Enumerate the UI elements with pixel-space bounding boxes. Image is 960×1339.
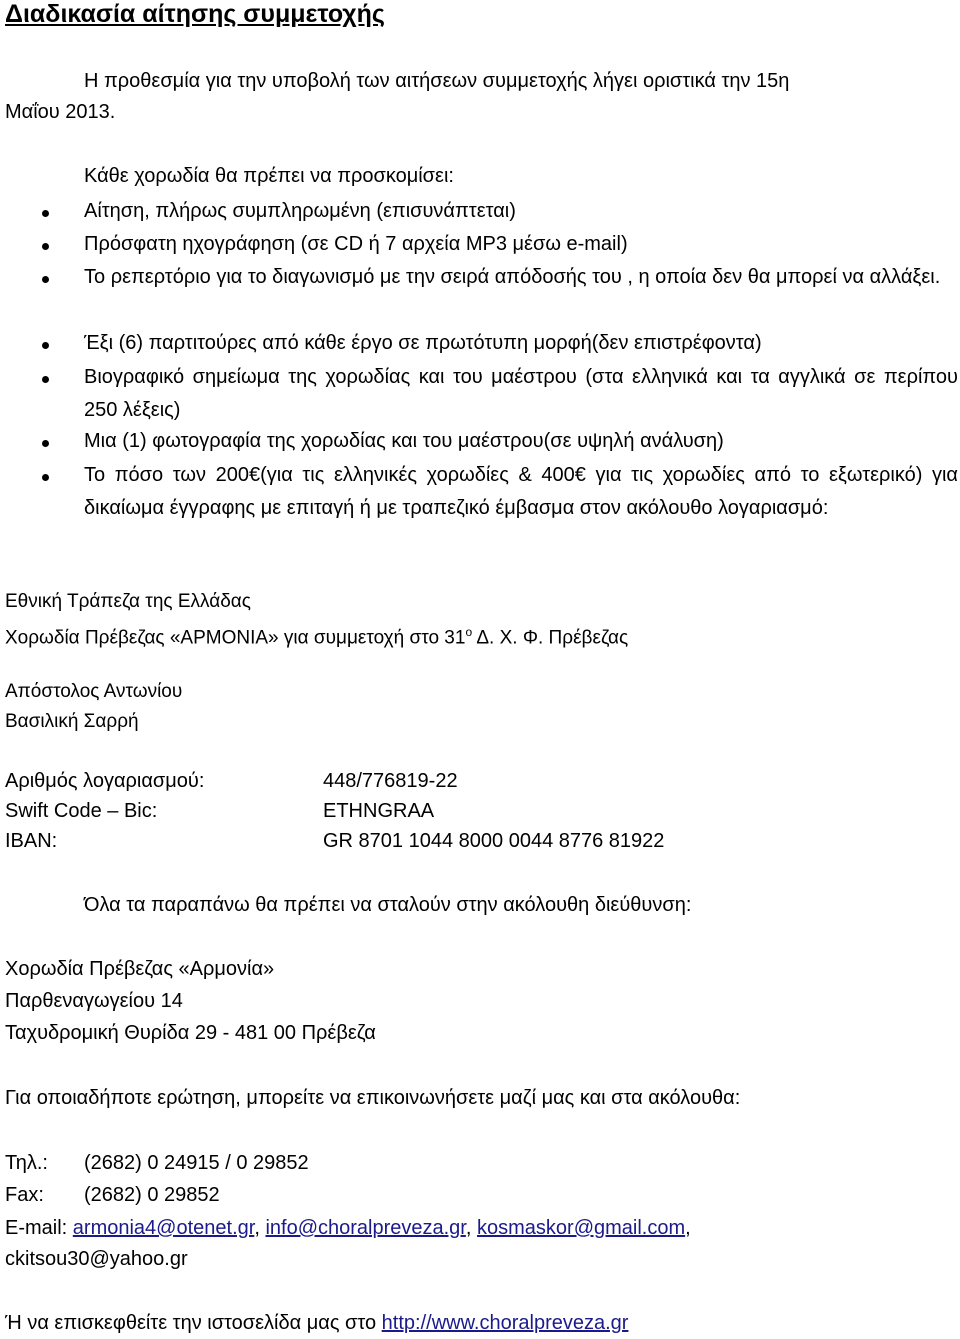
email-link[interactable]: kosmaskor@gmail.com xyxy=(477,1217,686,1239)
send-note: Όλα τα παραπάνω θα πρέπει να σταλούν στην ακόλουθη διεύθυνση: xyxy=(84,894,692,916)
account-holder: Βασιλική Σαρρή xyxy=(5,711,139,732)
iban-value: GR 8701 1044 8000 0044 8776 81922 xyxy=(323,830,665,852)
deadline-line-2: Μαΐου 2013. xyxy=(5,101,116,123)
bullet-dot xyxy=(42,210,49,217)
email-link[interactable]: info@choralpreveza.gr xyxy=(265,1217,466,1239)
website-line xyxy=(5,1308,628,1338)
requirement-item: Πρόσφατη ηχογράφηση (σε CD ή 7 αρχεία MP3 μέσω e-mail) xyxy=(84,233,628,255)
account-holder: Απόστολος Αντωνίου xyxy=(5,681,183,702)
email-label: E-mail: xyxy=(5,1217,68,1239)
bullet-dot xyxy=(42,376,49,383)
ordinal-sup: ο xyxy=(465,625,473,639)
bullet-dot xyxy=(42,342,49,349)
bullet-dot xyxy=(42,474,49,481)
website-link[interactable]: http://www.choralpreveza.gr xyxy=(381,1312,629,1334)
account-purpose xyxy=(5,617,628,653)
address-line: Ταχυδρομική Θυρίδα 29 - 481 00 Πρέβεζα xyxy=(5,1022,376,1044)
bullet-dot xyxy=(42,440,49,447)
email-last: ckitsou30@yahoo.gr xyxy=(5,1248,188,1270)
page-title: Διαδικασία αίτησης συμμετοχής xyxy=(5,0,385,28)
website-prefix: Ή να επισκεφθείτε την ιστοσελίδα μας στο xyxy=(5,1312,382,1334)
swift-label: Swift Code – Bic: xyxy=(5,800,158,822)
fax-label: Fax: xyxy=(5,1184,44,1206)
account-purpose-suffix: Δ. Χ. Φ. Πρέβεζας xyxy=(472,627,629,649)
requirements-intro: Κάθε χορωδία θα πρέπει να προσκομίσει: xyxy=(84,165,454,187)
email-link[interactable]: armonia4@otenet.gr xyxy=(72,1217,255,1239)
tel-label: Τηλ.: xyxy=(5,1152,48,1174)
bullet-dot xyxy=(42,243,49,250)
email-sep: , xyxy=(254,1217,266,1239)
bank-name: Εθνική Τράπεζα της Ελλάδας xyxy=(5,591,251,612)
email-sep: , xyxy=(465,1217,477,1239)
bullet-dot xyxy=(42,276,49,283)
requirement-item: Αίτηση, πλήρως συμπληρωμένη (επισυνάπτεται) xyxy=(84,200,516,222)
address-line: Χορωδία Πρέβεζας «Αρμονία» xyxy=(5,958,275,980)
contact-intro: Για οποιαδήποτε ερώτηση, μπορείτε να επικοινωνήσετε μαζί μας και στα ακόλουθα: xyxy=(5,1087,741,1109)
requirement-item: Έξι (6) παρτιτούρες από κάθε έργο σε πρωτότυπη μορφή(δεν επιστρέφοντα) xyxy=(84,332,762,354)
requirement-item: Μια (1) φωτογραφία της χορωδίας και του μαέστρου(σε υψηλή ανάλυση) xyxy=(84,430,724,452)
account-number-label: Αριθμός λογαριασμού: xyxy=(5,770,205,792)
iban-label: IBAN: xyxy=(5,830,58,852)
requirement-item: Το πόσο των 200€(για τις ελληνικές χορωδίες & 400€ για τις χορωδίες από το εξωτερικό) για δικαίωμα έγγραφης με επιταγή ή με τραπεζικό έμβασμα στον ακόλουθο λογαριασμό: xyxy=(84,464,958,519)
tel-value: (2682) 0 24915 / 0 29852 xyxy=(84,1152,309,1174)
email-sep: , xyxy=(685,1217,691,1239)
address-line: Παρθεναγωγείου 14 xyxy=(5,990,183,1012)
requirement-item: Το ρεπερτόριο για το διαγωνισμό με την σειρά απόδοσής του , η οποία δεν θα μπορεί να αλλάξει. xyxy=(84,266,941,288)
account-number-value: 448/776819-22 xyxy=(323,770,458,792)
swift-value: ETHNGRAA xyxy=(323,800,435,822)
fax-value: (2682) 0 29852 xyxy=(84,1184,220,1206)
deadline-line-1: Η προθεσμία για την υποβολή των αιτήσεων συμμετοχής λήγει οριστικά την 15η xyxy=(84,70,790,92)
account-purpose-prefix: Χορωδία Πρέβεζας «ΑΡΜΟΝΙΑ» για συμμετοχή στο 31 xyxy=(5,627,466,649)
email-line xyxy=(5,1213,691,1243)
requirement-item: Βιογραφικό σημείωμα της χορωδίας και του μαέστρου (στα ελληνικά και τα αγγλικά σε περίπου 250 λέξεις) xyxy=(84,366,958,421)
